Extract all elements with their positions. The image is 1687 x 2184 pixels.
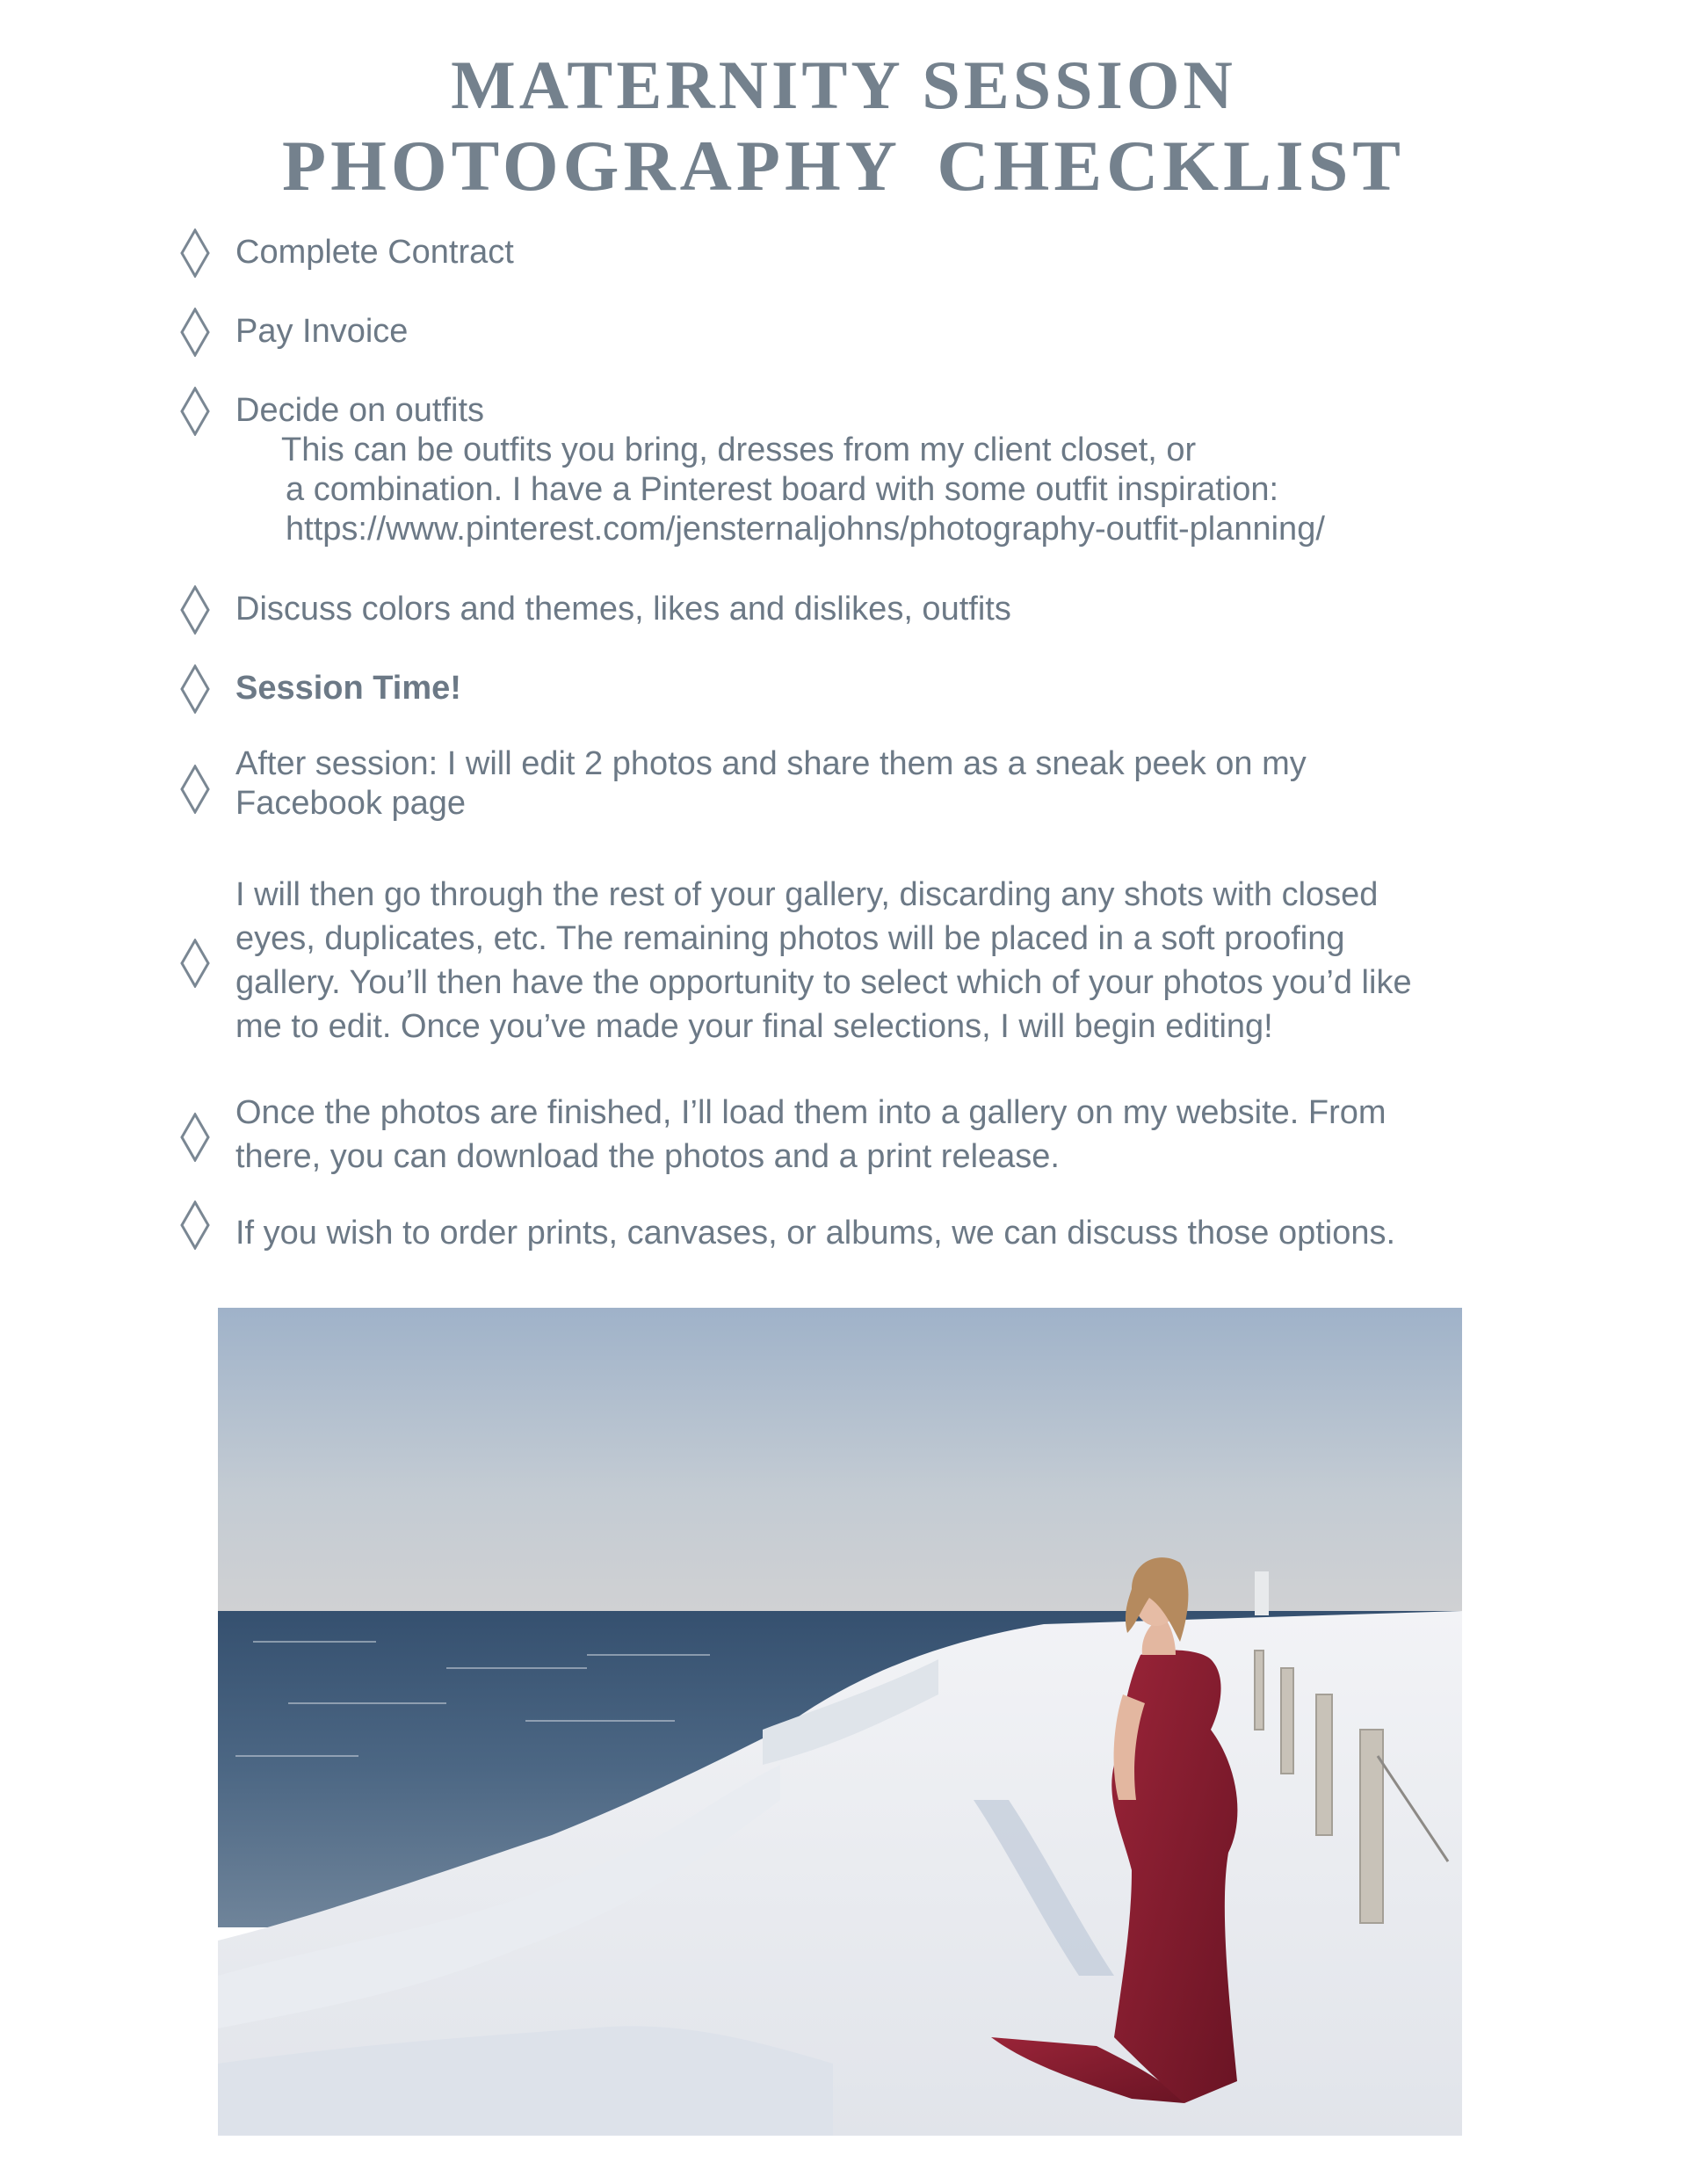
page-title-line-1: MATERNITY SESSION xyxy=(451,47,1236,123)
diamond-bullet-icon xyxy=(180,1113,210,1162)
outfit-description-line-2: a combination. I have a Pinterest board with some outfit inspiration: xyxy=(286,471,1279,508)
page-title-line-2: PHOTOGRAPHY CHECKLIST xyxy=(281,126,1405,206)
diamond-bullet-icon xyxy=(180,229,210,278)
proofing-line-1: I will then go through the rest of your gallery, discarding any shots with closed xyxy=(235,876,1379,913)
checklist-item-label: Complete Contract xyxy=(235,234,514,271)
checklist-item-label: Session Time! xyxy=(235,670,461,707)
maternity-photo-illustration xyxy=(218,1308,1462,2136)
diamond-bullet-icon xyxy=(180,308,210,357)
proofing-line-3: gallery. You’ll then have the opportunity to select which of your photos you’d like xyxy=(235,964,1412,1001)
gallery-line-2: there, you can download the photos and a print release. xyxy=(235,1138,1060,1175)
proofing-line-2: eyes, duplicates, etc. The remaining photos will be placed in a soft proofing xyxy=(235,920,1345,957)
pinterest-link[interactable]: https://www.pinterest.com/jensternaljohns/photography-outfit-planning/ xyxy=(286,511,1325,548)
diamond-bullet-icon xyxy=(180,1201,210,1250)
checklist-item-label: Decide on outfits xyxy=(235,392,485,429)
maternity-photo xyxy=(218,1308,1462,2136)
gallery-line-1: Once the photos are finished, I’ll load them into a gallery on my website. From xyxy=(235,1094,1387,1131)
proofing-line-4: me to edit. Once you’ve made your final selections, I will begin editing! xyxy=(235,1008,1273,1045)
checklist-item-label: Pay Invoice xyxy=(235,313,409,350)
diamond-bullet-icon xyxy=(180,387,210,436)
diamond-bullet-icon xyxy=(180,585,210,635)
checklist-item-label-line-1: After session: I will edit 2 photos and share them as a sneak peek on my xyxy=(235,745,1307,782)
checklist-item-label-line-2: Facebook page xyxy=(235,785,466,822)
outfit-description-line-1: This can be outfits you bring, dresses from my client closet, or xyxy=(281,432,1197,468)
checklist-item-label: If you wish to order prints, canvases, or albums, we can discuss those options. xyxy=(235,1215,1396,1252)
diamond-bullet-icon xyxy=(180,664,210,714)
checklist-item-label: Discuss colors and themes, likes and dislikes, outfits xyxy=(235,591,1011,628)
diamond-bullet-icon xyxy=(180,765,210,814)
diamond-bullet-icon xyxy=(180,939,210,988)
